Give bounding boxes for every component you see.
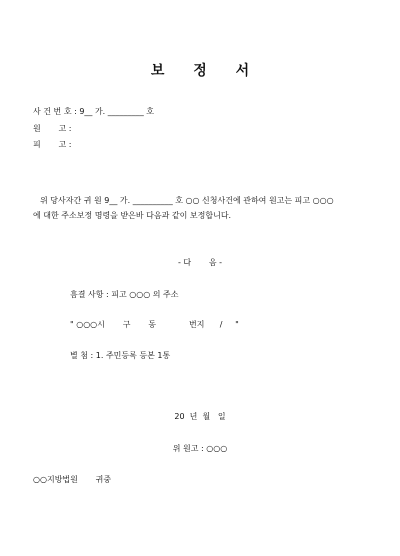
- case-number: 사 건 번 호 : 9__ 가. _________ 호: [33, 107, 155, 116]
- court-addressee: ○○지방법원 귀중: [33, 475, 112, 484]
- plaintiff-label: 원 고 :: [33, 124, 72, 133]
- section-heading: - 다 음 -: [177, 258, 223, 267]
- attachment-line: 별 첨 : 1. 주민등록 등본 1통: [70, 351, 171, 360]
- document-title: 보 정 서: [150, 63, 262, 79]
- defendant-label: 피 고 :: [33, 140, 72, 149]
- address-line: " ○○○시 구 동 번지 / ": [70, 320, 239, 329]
- signer-line: 위 원고 : ○○○: [172, 444, 228, 453]
- body-paragraph-line1: 위 당사자간 귀 원 9__ 가. __________ 호 ○○ 신청사건에 관하여 원고는 피고 ○○○: [40, 196, 334, 205]
- correction-item: 흠결 사항 : 피고 ○○○ 의 주소: [70, 290, 179, 299]
- body-paragraph-line2: 에 대한 주소보정 명령을 받은바 다음과 같이 보정합니다.: [33, 211, 232, 220]
- date-line: 20 년 월 일: [174, 412, 226, 421]
